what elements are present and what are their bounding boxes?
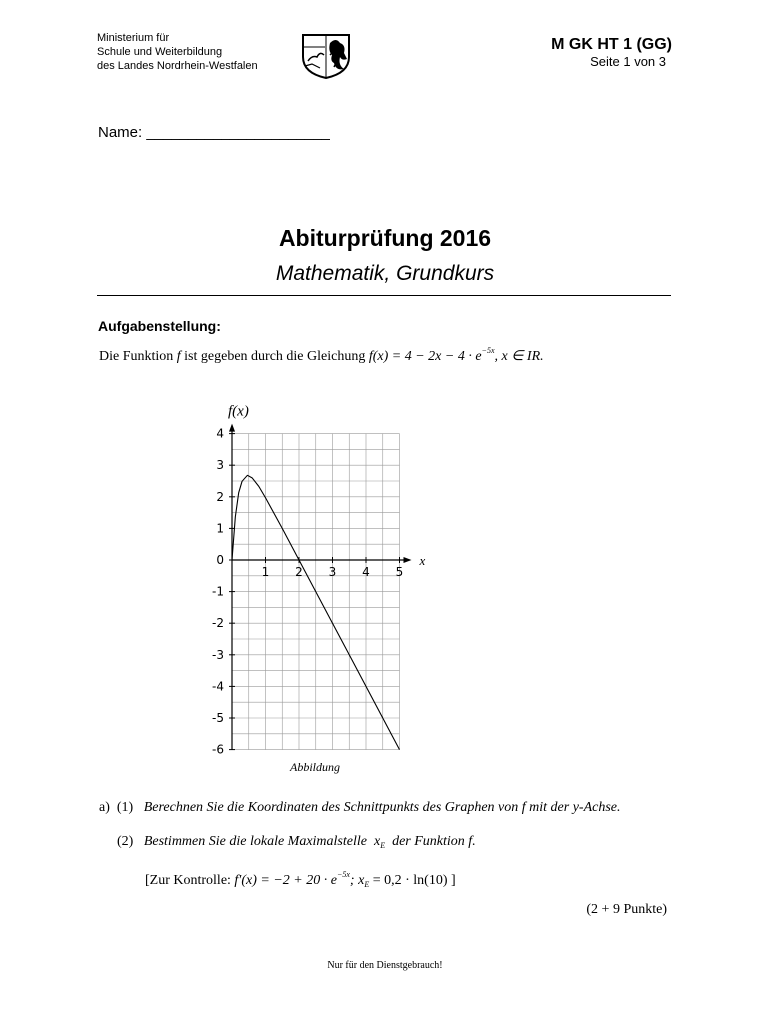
ministry-name	[97, 31, 258, 73]
y-tick-label: 4	[216, 426, 224, 441]
page-info: Seite 1 von 3	[590, 54, 666, 69]
intro-text-before: Die Funktion	[99, 349, 174, 364]
x-axis-arrow	[404, 557, 412, 563]
y-axis-arrow	[229, 424, 235, 432]
x-tick-label: 3	[328, 565, 337, 579]
y-tick-label: 1	[216, 521, 224, 536]
intro-sentence	[99, 346, 544, 365]
ministry-line-1: Ministerium für	[97, 32, 170, 44]
x-tick-label: 1	[261, 565, 270, 579]
ministry-line-3: des Landes Nordrhein-Westfalen	[97, 60, 258, 72]
exam-code: M GK HT 1 (GG)	[551, 36, 672, 53]
x-tick-label: 5	[395, 565, 404, 579]
task-heading: Aufgabenstellung:	[98, 318, 221, 334]
points-label: (2 + 9 Punkte)	[586, 902, 667, 917]
question-a1	[99, 800, 621, 816]
y-tick-label: 0	[216, 553, 224, 567]
check-exponent: −5x	[336, 870, 350, 879]
y-tick-label: -3	[212, 647, 224, 662]
y-tick-label: -6	[212, 742, 224, 757]
chart-caption: Abbildung	[290, 760, 340, 774]
y-tick-label: 3	[216, 458, 224, 473]
part-a-label: a)	[99, 800, 110, 815]
check-derivative: f′(x) = −2 + 20 · e	[234, 873, 337, 888]
q1-number: (1)	[116, 800, 134, 815]
formula-exponent: −5x	[481, 346, 495, 355]
page-footer: Nur für den Dienstgebrauch!	[327, 960, 443, 971]
y-axis-label: f(x)	[228, 403, 249, 420]
x-tick-label: 4	[362, 565, 370, 579]
q2-text-after: der Funktion f.	[392, 834, 476, 849]
q2-number: (2)	[117, 834, 134, 849]
q2-text-before: Bestimmen Sie die lokale Maximalstelle	[143, 834, 367, 849]
q1-text: Berechnen Sie die Koordinaten des Schnittpunkts des Graphen von f mit der y-Achse.	[143, 800, 621, 815]
intro-text-middle: ist gegeben durch die Gleichung	[184, 349, 366, 364]
formula-rest: , x ∈ IR.	[494, 349, 544, 364]
q2-subscript: E	[380, 841, 386, 850]
y-tick-label: 2	[216, 489, 224, 504]
function-formula	[368, 346, 544, 364]
x-tick-label: 2	[295, 565, 303, 579]
page-subtitle: Mathematik, Grundkurs	[275, 262, 495, 285]
question-a2	[117, 834, 476, 850]
title-divider	[97, 295, 671, 296]
y-tick-label: -2	[212, 616, 224, 631]
ministry-line-2: Schule und Weiterbildung	[97, 46, 223, 58]
nrw-crest-logo	[300, 33, 352, 79]
intro-func-symbol: f	[176, 349, 181, 364]
formula-lhs: f(x) = 4 − 2x − 4 · e	[368, 349, 482, 364]
y-tick-label: -1	[212, 584, 224, 599]
x-axis-label: x	[419, 553, 426, 568]
control-hint	[145, 870, 456, 889]
check-prefix: [Zur Kontrolle:	[145, 873, 231, 888]
function-graph	[200, 390, 440, 762]
name-field-label: Name: ______________________	[98, 124, 330, 141]
check-xe: ; x	[349, 873, 365, 888]
q2-variable: x	[373, 834, 381, 849]
check-subscript: E	[364, 880, 370, 889]
y-tick-label: -4	[212, 679, 224, 694]
check-end: = 0,2 · ln(10) ]	[372, 873, 456, 888]
y-tick-label: -5	[212, 711, 224, 725]
page-title: Abiturprüfung 2016	[278, 225, 492, 251]
